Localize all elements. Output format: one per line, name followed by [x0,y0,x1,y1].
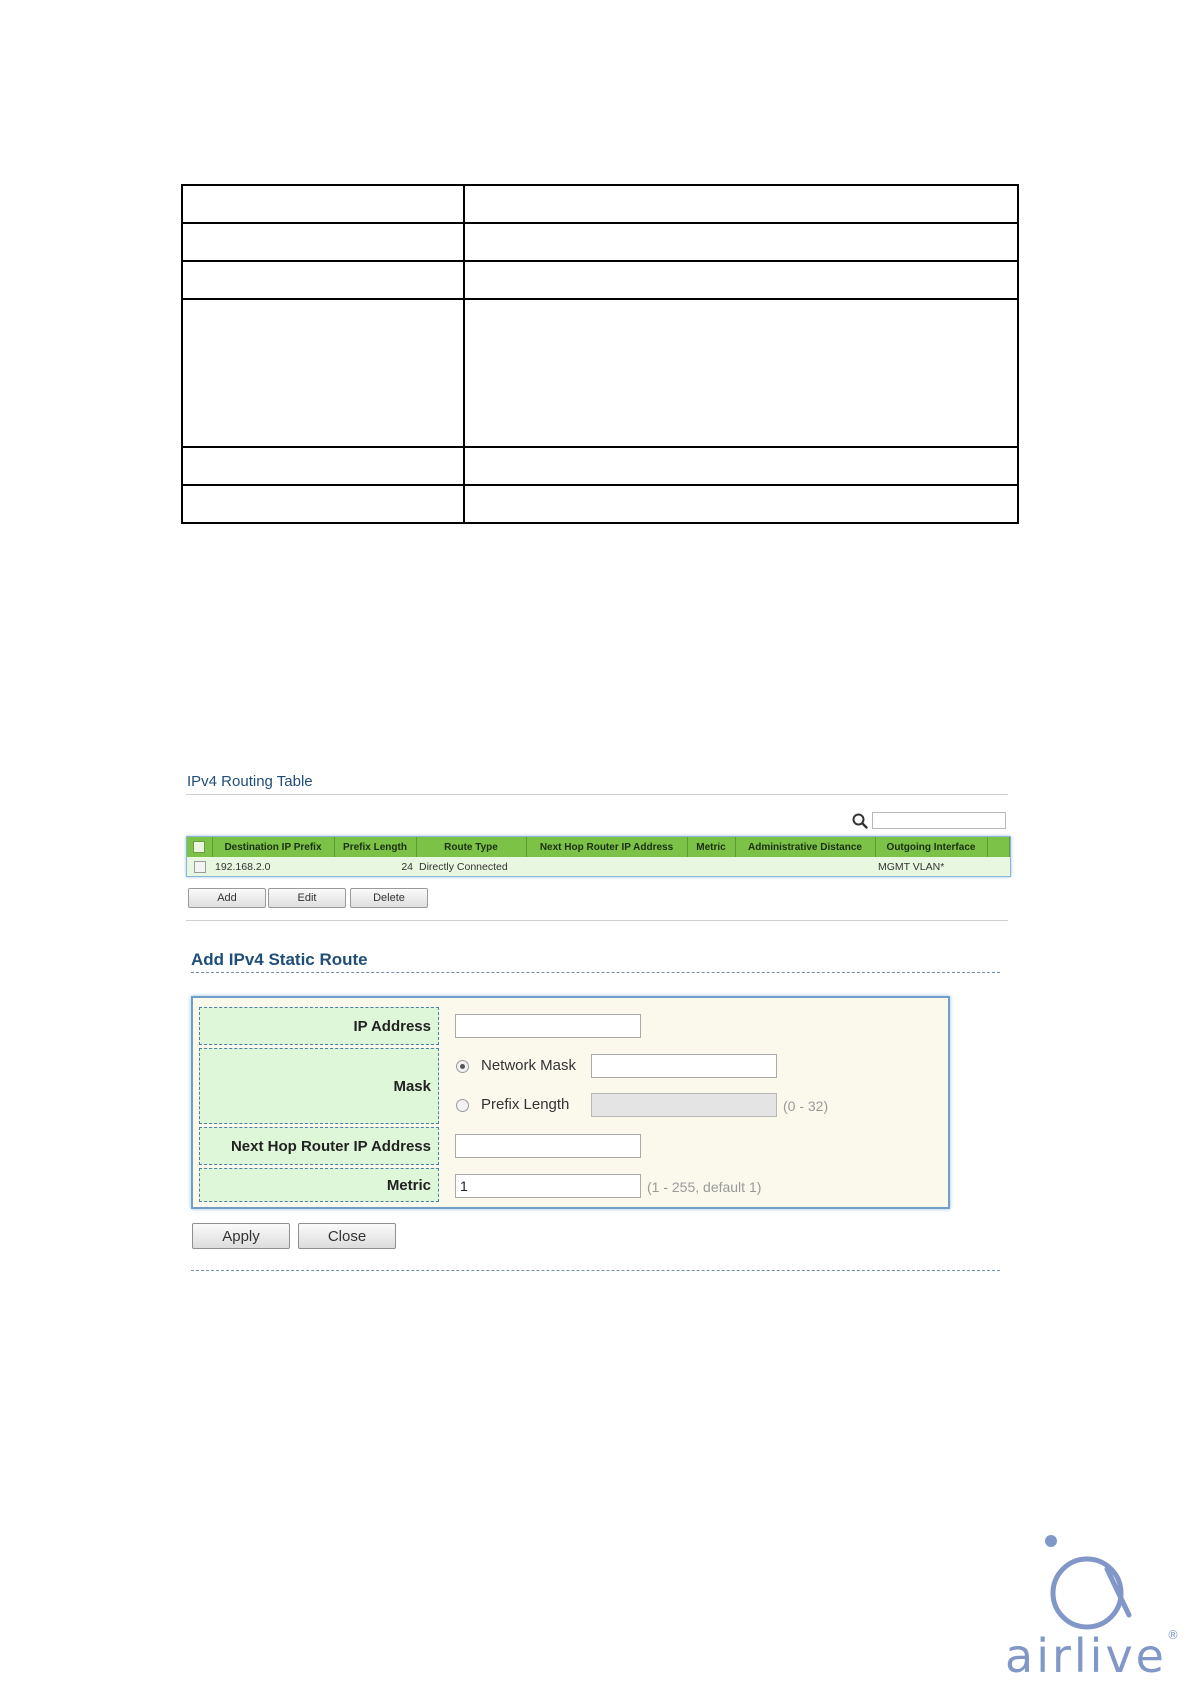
table-cell [464,223,1018,261]
metric-input[interactable] [455,1174,641,1198]
network-mask-radio[interactable] [456,1060,469,1073]
select-all-checkbox[interactable] [187,837,212,857]
cell-spacer [987,857,1010,876]
prefix-length-input[interactable] [591,1093,777,1117]
search-input[interactable] [872,812,1006,829]
table-cell [464,485,1018,523]
col-admin-distance[interactable]: Administrative Distance [735,837,875,857]
table-cell [464,447,1018,485]
prefix-length-radio[interactable] [456,1099,469,1112]
network-mask-label: Network Mask [481,1057,577,1074]
add-button[interactable]: Add [188,888,266,908]
col-metric[interactable]: Metric [687,837,735,857]
col-destination-ip-prefix[interactable]: Destination IP Prefix [212,837,334,857]
table-cell [182,261,464,299]
edit-button[interactable]: Edit [268,888,346,908]
section-divider [186,920,1008,921]
col-prefix-length[interactable]: Prefix Length [334,837,416,857]
col-next-hop[interactable]: Next Hop Router IP Address [526,837,687,857]
cell-destination: 192.168.2.0 [215,860,271,873]
mask-label: Mask [199,1048,439,1124]
network-mask-input[interactable] [591,1054,777,1078]
dashed-divider-top [191,972,1000,973]
table-cell [464,299,1018,447]
table-cell [464,261,1018,299]
dashed-divider-bottom [191,1270,1000,1271]
title-divider [186,794,1008,795]
col-spacer [987,837,1010,857]
ip-address-label: IP Address [199,1007,439,1045]
add-route-title: Add IPv4 Static Route [191,950,368,969]
next-hop-label: Next Hop Router IP Address [199,1127,439,1165]
cell-next-hop [526,857,687,876]
cell-metric [687,857,735,876]
table-cell [182,485,464,523]
delete-button[interactable]: Delete [350,888,428,908]
metric-label: Metric [199,1168,439,1202]
table-cell [464,185,1018,223]
svg-text:airlive [1005,1629,1167,1677]
cell-prefix-length: 24 [401,860,413,873]
prefix-length-hint: (0 - 32) [783,1098,829,1114]
airlive-logo [995,1527,1180,1677]
metric-hint: (1 - 255, default 1) [647,1179,762,1195]
search-icon[interactable] [851,812,869,830]
logo-text: airlive [1005,1629,1167,1677]
col-route-type[interactable]: Route Type [416,837,526,857]
cell-route-type: Directly Connected [419,860,508,873]
table-header-row [187,837,1010,857]
col-outgoing-interface[interactable]: Outgoing Interface [875,837,987,857]
apply-button[interactable]: Apply [192,1223,290,1249]
cell-admin-distance [735,857,875,876]
table-cell [182,447,464,485]
close-button[interactable]: Close [298,1223,396,1249]
svg-text:®: ® [1167,1628,1179,1642]
table-cell [182,299,464,447]
prefix-length-label: Prefix Length [481,1096,570,1113]
routing-table-title: IPv4 Routing Table [187,773,313,790]
empty-description-table [181,184,1019,524]
next-hop-input[interactable] [455,1134,641,1158]
table-row[interactable] [187,857,1010,876]
row-checkbox[interactable] [187,857,212,876]
cell-outgoing-interface: MGMT VLAN* [878,860,945,873]
table-cell [182,185,464,223]
routing-table [186,836,1011,877]
ip-address-input[interactable] [455,1014,641,1038]
table-cell [182,223,464,261]
